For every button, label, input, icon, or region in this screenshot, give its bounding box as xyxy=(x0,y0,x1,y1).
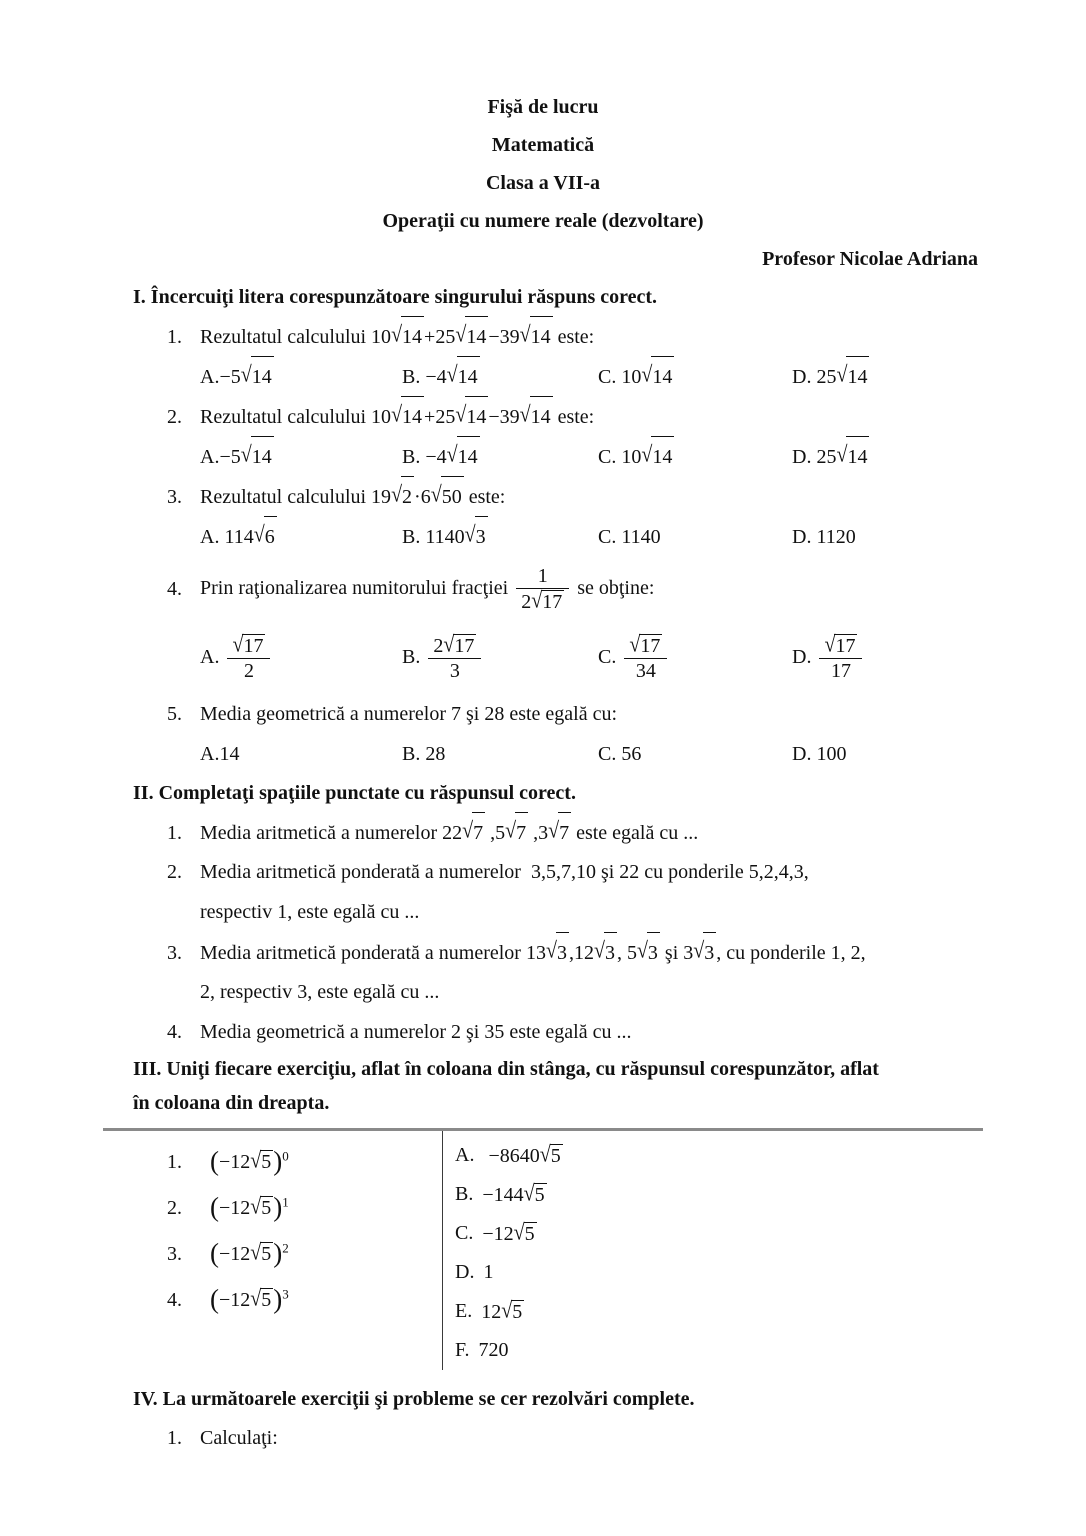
radical-sign: √ xyxy=(430,482,442,507)
radicand: 5 xyxy=(524,1222,535,1245)
section-1-heading: I. Încercuiţi litera corespunzătoare singurului răspuns corect. xyxy=(133,286,658,308)
option-c: C. 56 xyxy=(598,743,642,765)
match-left-2-number: 2. xyxy=(167,1196,182,1219)
match-left-4-number: 4. xyxy=(167,1288,182,1311)
question-2-number: 2. xyxy=(167,406,182,428)
fraction-denominator: 2√17 xyxy=(521,588,563,613)
question-5-number: 5. xyxy=(167,703,182,725)
radical-sign: √ xyxy=(519,402,531,427)
sqrt-radical xyxy=(250,1194,273,1219)
radicand: 14 xyxy=(530,396,553,437)
exponent: 3 xyxy=(282,1286,289,1302)
sqrt-radical xyxy=(250,1240,273,1265)
match-right-a-expression: −8640√5 xyxy=(483,1141,561,1167)
exponent: 1 xyxy=(282,1194,289,1210)
radical-sign: √ xyxy=(523,1180,535,1206)
option-d: D. $\frac{√17}{17}$ xyxy=(792,634,1086,683)
radical-sign: √ xyxy=(593,938,605,963)
radicand: 17 xyxy=(243,634,264,657)
radical-sign: √ xyxy=(501,1297,513,1323)
sqrt-radical xyxy=(505,818,528,844)
fill-item-4-number: 4. xyxy=(167,1021,182,1043)
question-2-options xyxy=(200,436,1086,476)
section-3-heading-line-1: III. Uniţi fiecare exerciţiu, aflat în coloana din stânga, cu răspunsul corespunzător, aflat xyxy=(133,1058,879,1080)
match-right-b-letter: B. xyxy=(455,1183,474,1205)
question-4-number: 4. xyxy=(167,577,182,600)
radical-sign: √ xyxy=(253,522,265,547)
fill-item-2-continuation xyxy=(167,892,1086,932)
radical-sign: √ xyxy=(391,482,403,507)
radical-sign: √ xyxy=(455,402,467,427)
option-c: C. $\frac{√17}{34}$ xyxy=(598,634,792,683)
option-a: A. 114√6 xyxy=(200,516,402,557)
match-left-4-expression: $(-12√5)^3$ xyxy=(210,1284,289,1314)
sqrt-radical xyxy=(531,588,564,613)
option-c: C. 1140 xyxy=(598,526,661,548)
radicand: 3 xyxy=(647,932,660,973)
radical-sign: √ xyxy=(462,818,474,843)
radicand: 14 xyxy=(457,356,480,397)
matching-table xyxy=(103,1128,983,1370)
sqrt-radical xyxy=(250,1148,273,1173)
sqrt-radical xyxy=(519,402,553,428)
fill-item-1-number: 1. xyxy=(167,822,182,844)
solve-item-1-number: 1. xyxy=(167,1427,182,1449)
match-left-1 xyxy=(167,1139,442,1185)
radicand: 3 xyxy=(556,932,569,973)
question-3 xyxy=(167,476,1086,516)
question-1 xyxy=(167,316,1086,356)
radical-sign: √ xyxy=(250,1148,262,1173)
radical-sign: √ xyxy=(519,322,531,347)
radical-sign: √ xyxy=(545,938,557,963)
sqrt-radical xyxy=(641,442,674,468)
radicand: 14 xyxy=(465,396,488,437)
match-left-3-number: 3. xyxy=(167,1242,182,1265)
radicand: 14 xyxy=(401,316,424,357)
section-2-heading: II. Completaţi spaţiile punctate cu răspunsul corect. xyxy=(133,782,576,804)
question-5 xyxy=(167,694,1086,734)
match-left-1-number: 1. xyxy=(167,1150,182,1173)
option-b: B. 1140√3 xyxy=(402,516,598,557)
radical-sign: √ xyxy=(250,1286,262,1311)
radicand: 17 xyxy=(454,634,475,657)
radical-sign: √ xyxy=(513,1219,525,1245)
fraction xyxy=(624,631,667,683)
fill-item-2 xyxy=(167,852,1086,892)
sqrt-radical xyxy=(455,402,488,428)
fill-item-3-number: 3. xyxy=(167,942,182,964)
fill-item-3 xyxy=(167,932,1086,972)
sqrt-radical xyxy=(464,522,488,548)
fill-item-3-text-line-2: 2, respectiv 3, este egală cu ... xyxy=(200,981,440,1003)
question-3-options xyxy=(200,516,1086,556)
question-4-options xyxy=(200,622,1086,694)
radical-sign: √ xyxy=(836,362,848,387)
fraction-numerator xyxy=(624,631,667,659)
radical-sign: √ xyxy=(629,631,641,657)
question-5-text: Media geometrică a numerelor 7 şi 28 este egală cu: xyxy=(200,703,618,725)
option-b: B. $\frac{2√17}{3}$ xyxy=(402,634,598,683)
sqrt-radical xyxy=(462,818,485,844)
radical-sign: √ xyxy=(446,362,458,387)
sqrt-radical xyxy=(232,631,265,657)
sqrt-radical xyxy=(519,322,553,348)
radicand: 14 xyxy=(251,356,274,397)
radicand: 5 xyxy=(550,1144,561,1167)
match-left-2 xyxy=(167,1185,442,1231)
radicand: 14 xyxy=(251,436,274,477)
sqrt-radical xyxy=(548,818,571,844)
radical-sign: √ xyxy=(636,938,648,963)
solve-item-1 xyxy=(167,1418,1086,1458)
match-left-3-expression: $(-12√5)^2$ xyxy=(210,1238,289,1268)
radical-sign: √ xyxy=(240,442,252,467)
radical-sign: √ xyxy=(232,631,244,657)
option-d: D. 100 xyxy=(792,743,847,765)
option-a: A. $\frac{√17}{2}$ xyxy=(200,634,402,683)
sqrt-radical xyxy=(455,322,488,348)
match-right-e xyxy=(455,1292,563,1331)
doc-topic: Operaţii cu numere reale (dezvoltare) xyxy=(382,210,704,232)
radical-sign: √ xyxy=(836,442,848,467)
radicand: 3 xyxy=(604,932,617,973)
question-2-text: Rezultatul calculului 10√14 +25√14 −39√14 este: xyxy=(200,396,594,437)
match-right-d-expression: 1 xyxy=(483,1261,494,1283)
parenthesis: ) xyxy=(273,1146,283,1176)
sqrt-radical xyxy=(253,522,277,548)
fraction-numerator xyxy=(819,631,862,659)
radical-sign: √ xyxy=(240,362,252,387)
option-a: A.−5√14 xyxy=(200,436,402,477)
match-right-a xyxy=(455,1136,563,1175)
radical-sign: √ xyxy=(455,322,467,347)
radical-sign: √ xyxy=(531,588,543,613)
radical-sign: √ xyxy=(250,1240,262,1265)
fill-item-3-continuation xyxy=(167,972,1086,1012)
sqrt-radical xyxy=(641,362,674,388)
sqrt-radical xyxy=(836,362,869,388)
sqrt-radical xyxy=(545,938,569,964)
solve-item-1-text: Calculaţi: xyxy=(200,1427,278,1449)
radicand: 17 xyxy=(835,634,856,657)
sqrt-radical xyxy=(693,938,716,964)
radicand: 17 xyxy=(640,634,661,657)
radicand: 14 xyxy=(401,396,424,437)
radical-sign: √ xyxy=(539,1141,551,1167)
sqrt-radical xyxy=(430,482,464,508)
fill-item-2-number: 2. xyxy=(167,861,182,883)
option-a: A.−5√14 xyxy=(200,356,402,397)
matching-right-column xyxy=(443,1131,563,1370)
fill-item-1-text: Media aritmetică a numerelor 22√7 ,5√7 ,3√7 este egală cu ... xyxy=(200,812,698,853)
radical-sign: √ xyxy=(464,522,476,547)
option-d: D. 1120 xyxy=(792,526,856,548)
doc-class: Clasa a VII-a xyxy=(485,172,601,194)
fraction xyxy=(819,631,862,683)
option-b: B. −4√14 xyxy=(402,436,598,477)
fraction-denominator: 17 xyxy=(830,660,851,682)
fraction-denominator: 3 xyxy=(449,660,460,682)
match-right-c-letter: C. xyxy=(455,1222,474,1244)
question-4-text: Prin raţionalizarea numitorului fracţiei $\frac{1}{2√17}$ se obţine: xyxy=(200,564,655,613)
radicand: 50 xyxy=(441,476,464,517)
match-right-c xyxy=(455,1214,563,1253)
question-3-text: Rezultatul calculului 19√2 ·6√50 este: xyxy=(200,476,505,517)
fraction xyxy=(227,631,270,683)
sqrt-radical xyxy=(391,482,414,508)
radicand: 14 xyxy=(651,436,674,477)
option-c: C. 10√14 xyxy=(598,356,792,397)
fill-item-3-text-line-1: Media aritmetică ponderată a numerelor 13√3 ,12√3 , 5√3 şi 3√3 , cu ponderile 1, 2, xyxy=(200,932,866,973)
radicand: 2 xyxy=(401,476,414,517)
sqrt-radical xyxy=(391,402,424,428)
match-right-c-expression: −12√5 xyxy=(482,1219,535,1245)
radicand: 14 xyxy=(457,436,480,477)
sqrt-radical xyxy=(629,631,662,657)
fraction-numerator xyxy=(227,631,270,659)
option-d: D. 25√14 xyxy=(792,356,1086,397)
question-2 xyxy=(167,396,1086,436)
radical-sign: √ xyxy=(824,631,836,657)
radicand: 3 xyxy=(475,516,488,557)
radical-sign: √ xyxy=(250,1194,262,1219)
matching-left-column xyxy=(103,1131,443,1370)
sqrt-radical xyxy=(513,1219,537,1245)
match-left-4 xyxy=(167,1277,442,1323)
section-3-heading-line-2: în coloana din dreapta. xyxy=(133,1092,330,1114)
fill-item-2-text-line-1: Media aritmetică ponderată a numerelor 3,5,7,10 şi 22 cu ponderile 5,2,4,3, xyxy=(200,861,809,883)
parenthesis: ) xyxy=(273,1284,283,1314)
section-4-heading: IV. La următoarele exerciţii şi probleme se cer rezolvări complete. xyxy=(133,1388,695,1410)
fraction-numerator: 1 xyxy=(516,565,569,589)
question-4 xyxy=(167,556,1086,622)
sqrt-radical xyxy=(443,631,476,657)
option-b: B. −4√14 xyxy=(402,356,598,397)
match-left-2-expression: $(-12√5)^1$ xyxy=(210,1192,289,1222)
radical-sign: √ xyxy=(548,818,560,843)
fill-item-4-text: Media geometrică a numerelor 2 şi 35 este egală cu ... xyxy=(200,1021,632,1043)
radicand: 5 xyxy=(261,1243,272,1265)
parenthesis: ( xyxy=(210,1192,219,1222)
fill-item-1 xyxy=(167,812,1086,852)
sqrt-radical xyxy=(240,362,274,388)
sqrt-radical xyxy=(391,322,424,348)
fraction-denominator: 2 xyxy=(243,660,254,682)
radical-sign: √ xyxy=(391,322,403,347)
radical-sign: √ xyxy=(641,362,653,387)
author-byline: Profesor Nicolae Adriana xyxy=(762,248,978,270)
match-right-d xyxy=(455,1253,563,1292)
option-b: B. 28 xyxy=(402,743,446,765)
option-c: C. 10√14 xyxy=(598,436,792,477)
match-right-f-expression: 720 xyxy=(478,1339,509,1361)
question-1-text: Rezultatul calculului 10√14 +25√14 −39√14 este: xyxy=(200,316,594,357)
radicand: 5 xyxy=(534,1183,545,1206)
fraction xyxy=(428,631,481,683)
sqrt-radical xyxy=(446,362,480,388)
radicand: 7 xyxy=(472,812,485,853)
parenthesis: ( xyxy=(210,1284,219,1314)
question-1-number: 1. xyxy=(167,326,182,348)
option-d: D. 25√14 xyxy=(792,436,1086,477)
sqrt-radical xyxy=(636,938,660,964)
radical-sign: √ xyxy=(443,631,455,657)
sqrt-radical xyxy=(836,442,869,468)
fraction-denominator: 34 xyxy=(635,660,656,682)
radicand: 14 xyxy=(846,356,869,397)
match-right-a-letter: A. xyxy=(455,1144,475,1166)
radicand: 5 xyxy=(261,1151,272,1173)
fill-item-2-text-line-2: respectiv 1, este egală cu ... xyxy=(200,901,420,923)
radicand: 14 xyxy=(530,316,553,357)
radicand: 5 xyxy=(261,1197,272,1219)
fraction xyxy=(516,565,569,614)
exponent: 0 xyxy=(282,1148,289,1164)
sqrt-radical xyxy=(523,1180,547,1206)
match-right-b xyxy=(455,1175,563,1214)
doc-subject: Matematică xyxy=(491,134,595,156)
radical-sign: √ xyxy=(391,402,403,427)
sqrt-radical xyxy=(593,938,617,964)
parenthesis: ) xyxy=(273,1238,283,1268)
fill-item-4 xyxy=(167,1012,1086,1052)
parenthesis: ) xyxy=(273,1192,283,1222)
match-right-e-letter: E. xyxy=(455,1300,473,1322)
exponent: 2 xyxy=(282,1240,289,1256)
match-right-b-expression: −144√5 xyxy=(482,1180,545,1206)
sqrt-radical xyxy=(824,631,857,657)
sqrt-radical xyxy=(250,1286,273,1311)
radicand: 5 xyxy=(261,1289,272,1311)
radical-sign: √ xyxy=(505,818,517,843)
question-5-options xyxy=(200,734,1086,774)
match-left-1-expression: $(-12√5)^0$ xyxy=(210,1146,289,1176)
parenthesis: ( xyxy=(210,1238,219,1268)
radicand: 14 xyxy=(651,356,674,397)
match-right-d-letter: D. xyxy=(455,1261,475,1283)
radicand: 14 xyxy=(465,316,488,357)
option-a: A.14 xyxy=(200,743,240,765)
match-right-f xyxy=(455,1331,563,1370)
fraction-numerator: 2√17 xyxy=(428,634,481,659)
match-right-e-expression: 12√5 xyxy=(481,1297,523,1323)
radicand: 7 xyxy=(515,812,528,853)
radicand: 14 xyxy=(846,436,869,477)
radicand: 3 xyxy=(703,932,716,973)
sqrt-radical xyxy=(240,442,274,468)
parenthesis: ( xyxy=(210,1146,219,1176)
doc-title: Fişă de lucru xyxy=(487,96,599,118)
radical-sign: √ xyxy=(693,938,705,963)
match-right-f-letter: F. xyxy=(455,1339,470,1361)
match-left-3 xyxy=(167,1231,442,1277)
radicand: 7 xyxy=(558,812,571,853)
question-1-options xyxy=(200,356,1086,396)
radicand: 6 xyxy=(264,516,277,557)
sqrt-radical xyxy=(539,1141,563,1167)
sqrt-radical xyxy=(446,442,480,468)
question-3-number: 3. xyxy=(167,486,182,508)
radical-sign: √ xyxy=(446,442,458,467)
radical-sign: √ xyxy=(641,442,653,467)
radicand: 5 xyxy=(512,1300,523,1323)
radicand: 17 xyxy=(542,591,563,613)
